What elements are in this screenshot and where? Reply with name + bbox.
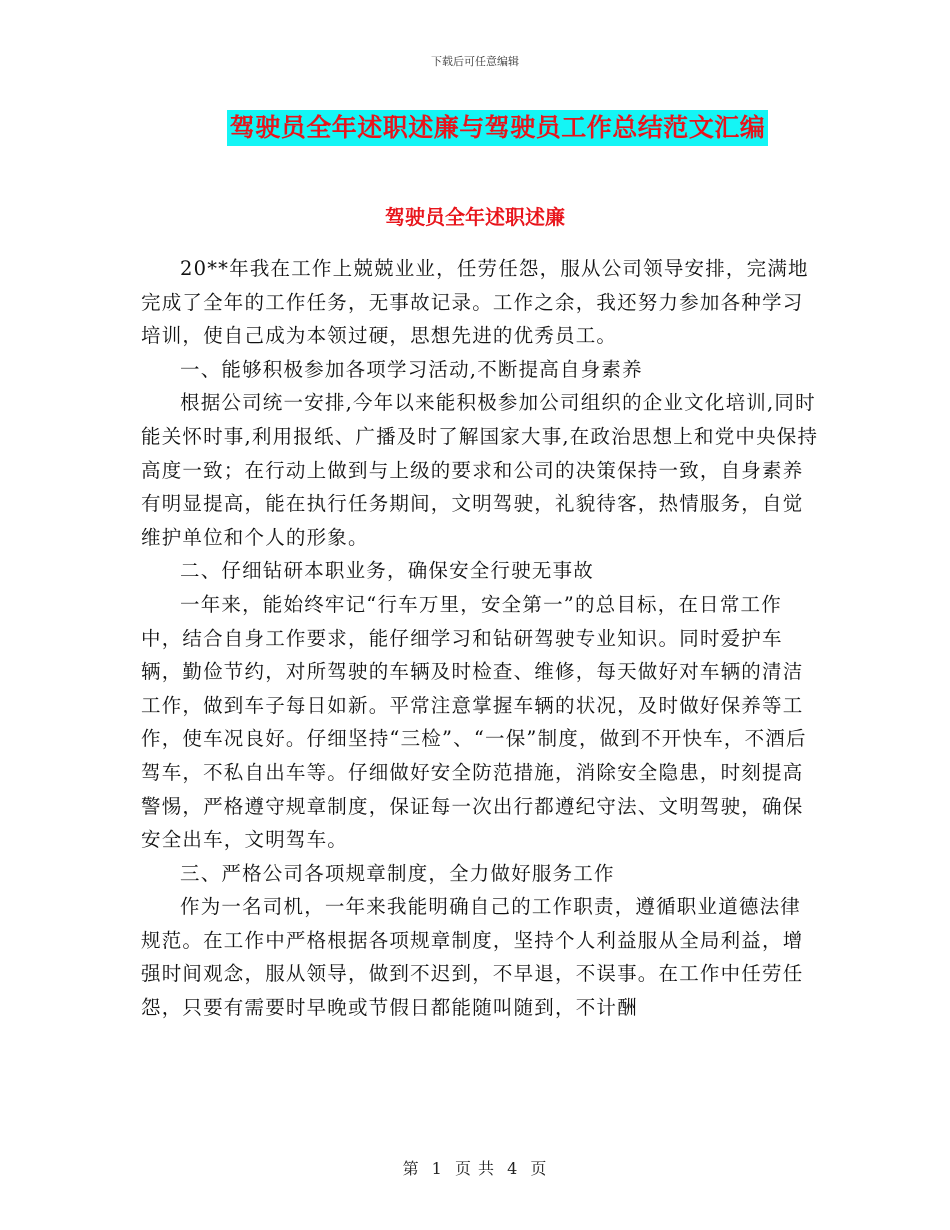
paragraph-three: 作为一名司机，一年来我能明确自己的工作职责，遵循职业道德法律规范。在工作中严格根据各项规章制度，坚持个人利益服从全局利益，增强时间观念，服从领导，做到不迟到，不早退，不误事。在工作中任劳任怨，只要有需要时早晚或节假日都能随叫随到，不计酬 [141,895,804,1020]
page-number: 1 [431,1159,443,1178]
header-note: 下载后可任意编辑 [431,55,519,68]
footer-prefix: 第 [402,1159,420,1178]
paragraph-one: 根据公司统一安排,今年以来能积极参加公司组织的企业文化培训,同时能关怀时事,利用报纸、广播及时了解国家大事,在政治思想上和党中央保持高度一致；在行动上做到与上级的要求和公司的决策保持一致，自身素养有明显提高，能在执行任务期间，文明驾驶，礼貌待客，热情服务，自觉维护单位和个人的形象。 [141,391,819,549]
footer-suffix: 页 [530,1159,548,1178]
footer-middle: 页 共 [454,1159,496,1178]
heading-one: 一、能够积极参加各项学习活动,不断提高自身素养 [180,357,643,381]
paragraph-intro: 20**年我在工作上兢兢业业，任劳任怨，服从公司领导安排，完满地完成了全年的工作任务，无事故记录。工作之余，我还努力参加各种学习培训，使自己成为本领过硬，思想先进的优秀员工。 [141,257,809,348]
main-title-container [0,110,950,146]
page-footer [0,1156,950,1179]
heading-two: 二、仔细钻研本职业务，确保安全行驶无事故 [180,559,595,583]
page-total: 4 [507,1159,519,1178]
document-title: 驾驶员全年述职述廉与驾驶员工作总结范文汇编 [227,110,769,146]
section-title: 驾驶员全年述职述廉 [385,205,565,229]
heading-three: 三、严格公司各项规章制度，全力做好服务工作 [180,861,615,885]
document-body [141,252,821,1025]
paragraph-two: 一年来，能始终牢记“行车万里，安全第一”的总目标，在日常工作中，结合自身工作要求，能仔细学习和钻研驾驶专业知识。同时爱护车辆，勤俭节约，对所驾驶的车辆及时检查、维修，每天做好对车辆的清洁工作，做到车子每日如新。平常注意掌握车辆的状况，及时做好保养等工作，使车况良好。仔细坚持“三检”、“一保”制度，做到不开快车，不酒后驾车，不私自出车等。仔细做好安全防范措施，消除安全隐患，时刻提高警惕，严格遵守规章制度，保证每一次出行都遵纪守法、文明驾驶，确保安全出车，文明驾车。 [141,592,807,852]
